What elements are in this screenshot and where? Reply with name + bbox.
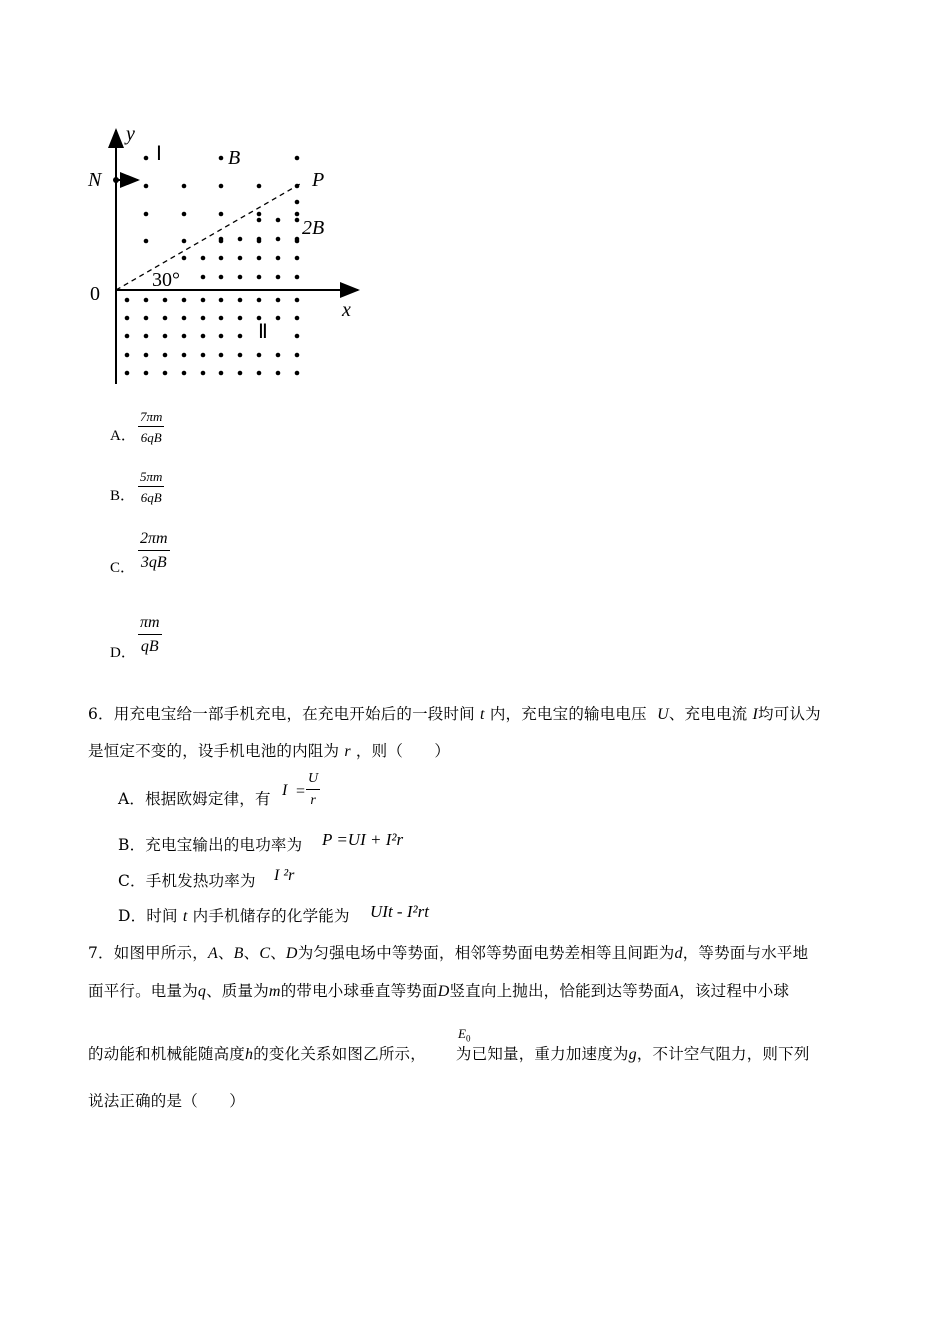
field-dot	[295, 256, 300, 261]
var-a: A	[207, 945, 218, 962]
field-dots	[125, 156, 300, 376]
var-d-small: d	[674, 945, 683, 962]
x-axis-label: x	[342, 299, 351, 321]
field-dot	[295, 371, 300, 376]
text: B．充电宝输出的电功率为	[118, 836, 303, 854]
field-dot	[295, 298, 300, 303]
q7-stem-line-2	[88, 979, 789, 1001]
field-dot	[125, 334, 130, 339]
text: 、质量为	[206, 982, 269, 1000]
field-dot	[144, 239, 149, 244]
q6-stem-line-2	[88, 739, 450, 761]
field-dot	[125, 371, 130, 376]
field-dot	[276, 275, 281, 280]
fraction-numerator: πm	[140, 614, 160, 631]
field-dot	[125, 353, 130, 358]
field-dot	[238, 275, 243, 280]
fraction-numerator: 7πm	[140, 409, 163, 424]
field-dot	[219, 275, 224, 280]
field-dot	[238, 371, 243, 376]
fraction-denominator: 3qB	[140, 554, 167, 571]
field-dot	[257, 298, 262, 303]
text: ，不计空气阻力，则下列	[636, 1045, 810, 1063]
q5-option-a-fraction	[138, 410, 164, 444]
field-dot	[276, 218, 281, 223]
magnetic-field-figure	[80, 122, 370, 392]
text: 的变化关系如图乙所示，	[253, 1045, 426, 1063]
field-dot	[144, 156, 149, 161]
field-dot	[219, 316, 224, 321]
field-dot	[257, 184, 262, 189]
field-dot	[276, 353, 281, 358]
field-dot	[144, 334, 149, 339]
field-dot	[295, 334, 300, 339]
field-dot	[201, 353, 206, 358]
field-dot	[295, 200, 300, 205]
field-dot	[182, 256, 187, 261]
field-dot	[257, 256, 262, 261]
field-dot	[201, 275, 206, 280]
fraction-denominator: qB	[140, 638, 159, 655]
field-dot	[219, 156, 224, 161]
q5-option-c-fraction	[138, 531, 170, 571]
field-dot	[182, 212, 187, 217]
field-dot	[238, 256, 243, 261]
field-dot	[144, 371, 149, 376]
region-2-label: Ⅱ	[258, 321, 268, 343]
text: 、	[243, 944, 260, 962]
field-dot	[219, 237, 224, 242]
field-dot	[295, 316, 300, 321]
point-n-dot	[113, 177, 119, 183]
field-dot	[276, 237, 281, 242]
q7-stem-line-3	[88, 1042, 810, 1064]
field-dot	[257, 371, 262, 376]
text: 竖直向上抛出，恰能到达等势面	[449, 982, 670, 1000]
q6-option-d-formula: UIt - I²rt	[370, 902, 429, 921]
q5-option-a-label: A．	[110, 428, 136, 444]
field-dot	[201, 256, 206, 261]
q6-option-c	[118, 869, 256, 891]
q6-option-a-eq: =	[296, 783, 306, 800]
origin-label: 0	[90, 283, 100, 305]
field-dot	[276, 316, 281, 321]
field-dot	[295, 184, 300, 189]
field-dot	[182, 239, 187, 244]
text: 为匀强电场中等势面，相邻等势面电势差相等且间距为	[297, 944, 675, 962]
field-dot	[257, 218, 262, 223]
text: D．时间	[118, 907, 178, 925]
field-dot	[182, 184, 187, 189]
field-dot	[295, 275, 300, 280]
q5-option-b-label: B．	[110, 488, 136, 504]
fraction-denominator: 6qB	[140, 490, 162, 505]
field-dot	[238, 316, 243, 321]
field-dot	[163, 371, 168, 376]
text: 是恒定不变的，设手机电池的内阻为	[88, 742, 340, 760]
field-dot	[295, 218, 300, 223]
text: 内手机储存的化学能为	[192, 907, 350, 925]
field-dot	[182, 334, 187, 339]
q6-option-d	[118, 904, 350, 926]
q7-stem-line-4	[88, 1089, 245, 1111]
field-dot	[238, 237, 243, 242]
y-axis-label: y	[126, 123, 135, 145]
field-dot	[295, 156, 300, 161]
var-u: U	[657, 706, 669, 723]
field-dot	[238, 353, 243, 358]
var-q: q	[197, 983, 207, 1000]
text: 内，充电宝的输电电压	[489, 705, 647, 723]
field-dot	[182, 353, 187, 358]
fraction-numerator: 2πm	[140, 530, 168, 547]
fraction-denominator: r	[310, 793, 316, 808]
var-r: r	[344, 743, 351, 760]
field-dot	[219, 334, 224, 339]
field-dot	[257, 212, 262, 217]
field-dot	[219, 184, 224, 189]
var-g: g	[628, 1046, 637, 1063]
field-dot	[125, 298, 130, 303]
field-dot	[219, 298, 224, 303]
point-n-label: N	[88, 169, 102, 191]
text: 均可认为	[758, 705, 821, 723]
text: 的带电小球垂直等势面	[280, 982, 438, 1000]
field-dot	[182, 371, 187, 376]
field-dot	[144, 184, 149, 189]
var-c: C	[259, 945, 271, 962]
angle-label: 30°	[152, 269, 180, 291]
var-b: B	[233, 945, 244, 962]
boundary-line-op	[116, 184, 300, 290]
field-dot	[182, 316, 187, 321]
field-dot	[201, 316, 206, 321]
field-dot	[144, 298, 149, 303]
field-dot	[257, 237, 262, 242]
text: 的动能和机械能随高度	[88, 1045, 246, 1063]
field-dot	[144, 212, 149, 217]
subscript-0: 0	[465, 1033, 471, 1044]
field-dot	[276, 371, 281, 376]
field-dot	[295, 353, 300, 358]
field-b-label: B	[228, 147, 241, 169]
field-dot	[257, 316, 262, 321]
field-dot	[257, 353, 262, 358]
text: C．手机发热功率为	[118, 872, 256, 890]
q5-option-b-fraction	[138, 470, 164, 504]
field-dot	[238, 298, 243, 303]
field-dot	[144, 316, 149, 321]
var-m: m	[268, 983, 281, 1000]
var-d: D	[285, 945, 298, 962]
field-dot	[163, 316, 168, 321]
field-dot	[295, 212, 300, 217]
text: 6．用充电宝给一部手机充电，在充电开始后的一段时间	[88, 705, 475, 723]
field-dot	[295, 237, 300, 242]
field-dot	[182, 298, 187, 303]
text: 说法正确的是（ ）	[88, 1092, 246, 1110]
text: ，等势面与水平地	[682, 944, 809, 962]
text: 、	[270, 944, 286, 962]
field-dot	[219, 371, 224, 376]
field-dot	[219, 256, 224, 261]
field-dot	[276, 256, 281, 261]
field-dot	[238, 334, 243, 339]
text: 、	[217, 944, 234, 962]
var-t: t	[480, 706, 485, 723]
var-h: h	[245, 1046, 254, 1063]
field-dot	[201, 371, 206, 376]
field-2b-label: 2B	[302, 217, 325, 239]
q6-option-a-i: I	[282, 782, 288, 799]
field-dot	[201, 334, 206, 339]
field-dot	[201, 298, 206, 303]
q6-option-b	[118, 833, 302, 855]
field-dot	[163, 298, 168, 303]
q7-stem-line-1	[88, 941, 808, 963]
field-dot	[144, 353, 149, 358]
var-e: E	[458, 1026, 466, 1041]
field-dot	[125, 316, 130, 321]
point-p-label: P	[312, 169, 325, 191]
fraction-numerator: 5πm	[140, 469, 163, 484]
q6-stem-line-1	[88, 702, 821, 724]
field-dot	[163, 334, 168, 339]
q5-option-d-fraction	[138, 615, 162, 655]
region-1-label: Ⅰ	[156, 143, 162, 165]
q6-option-b-formula: P =UI + I²r	[322, 830, 404, 849]
text: 为已知量，重力加速度为	[455, 1045, 629, 1063]
text: 7．如图甲所示，	[88, 944, 208, 962]
field-dot	[276, 298, 281, 303]
q5-option-d-label: D．	[110, 645, 136, 661]
text: 、充电电流	[668, 705, 748, 723]
text: 面平行。电量为	[88, 982, 198, 1000]
field-dot	[257, 275, 262, 280]
field-dot	[163, 353, 168, 358]
text: A．根据欧姆定律，有	[118, 790, 271, 808]
field-dot	[219, 353, 224, 358]
q7-e0-symbol	[458, 1026, 470, 1044]
var-d: D	[437, 983, 450, 1000]
q5-option-c-label: C．	[110, 560, 136, 576]
text: ，则（ ）	[355, 742, 451, 760]
var-i: I	[752, 706, 759, 723]
fraction-denominator: 6qB	[140, 430, 162, 445]
q6-option-a-fraction	[306, 772, 320, 808]
field-dot	[219, 212, 224, 217]
fraction-numerator: U	[308, 771, 319, 786]
var-a: A	[669, 983, 680, 1000]
var-t: t	[182, 908, 188, 925]
q6-option-c-formula: I ²r	[274, 867, 295, 884]
q6-option-a	[118, 787, 271, 809]
text: ，该过程中小球	[679, 982, 790, 1000]
